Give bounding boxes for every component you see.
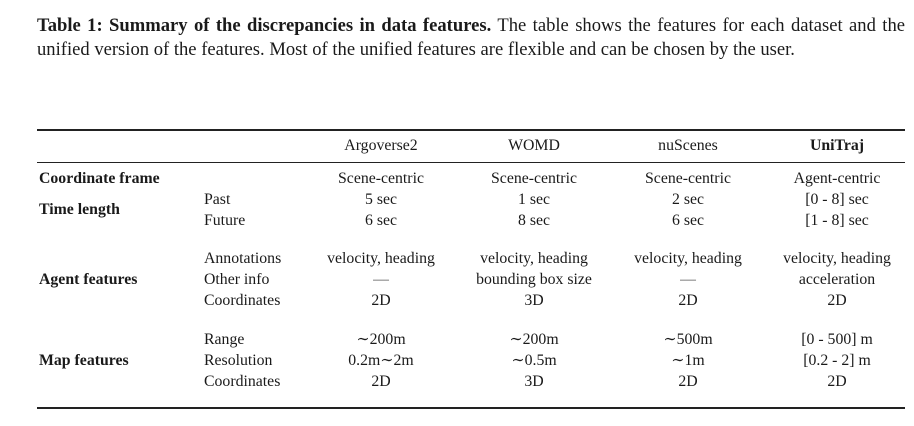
table-cell: 3D [524,292,544,309]
header-nuscenes: nuScenes [658,137,718,154]
table-cell: acceleration [798,271,876,288]
row-label-resolution: Resolution [204,352,273,369]
row-label-past: Past [204,191,231,208]
row-label-range: Range [204,331,245,348]
table-cell: Agent-centric [793,170,881,187]
table-cell: 2D [678,373,698,390]
table-cell: ∼0.5m [511,352,557,369]
table-cell: [1 - 8] sec [805,212,869,229]
table-cell: 6 sec [364,212,398,229]
table-cell: bounding box size [476,271,592,288]
header-unitraj: UniTraj [809,137,865,154]
table-cell: ∼200m [356,331,406,348]
table-cell: 2D [371,373,391,390]
table-cell: [0 - 500] m [801,331,873,348]
section-title-time-length: Time length [39,201,120,218]
header-argoverse2: Argoverse2 [344,137,418,154]
caption-label: Table 1: Summary of the discrepancies in data features. [37,15,492,36]
table-cell: Scene-centric [338,170,424,187]
table-cell: 3D [524,373,544,390]
table-cell: 1 sec [517,191,551,208]
table-cell: 2D [678,292,698,309]
row-label-coordinates: Coordinates [204,373,281,390]
table-cell: — [373,271,389,288]
table-cell: 8 sec [517,212,551,229]
row-label-future: Future [204,212,246,229]
table-cell: 2 sec [671,191,705,208]
table-cell: 0.2m∼2m [348,352,414,369]
table-cell: Scene-centric [645,170,731,187]
table-cell: velocity, heading [783,250,891,267]
table-cell: ∼500m [663,331,713,348]
table-cell: 6 sec [671,212,705,229]
table-cell: 2D [827,292,847,309]
caption-text: The table shows the features for each dataset and the unified version of the features. Most of the unified features are flexible and can be chosen by the user. [37,15,905,60]
table-cell: 2D [827,373,847,390]
table-cell: velocity, heading [480,250,588,267]
header-rule [37,162,905,163]
section-title-agent-features: Agent features [39,271,138,288]
bottom-rule [37,407,905,409]
section-title-map-features: Map features [39,352,129,369]
row-label-coordinates: Coordinates [204,292,281,309]
table-cell: [0 - 8] sec [805,191,869,208]
row-label-annotations: Annotations [204,250,282,267]
table-cell: 2D [371,292,391,309]
table-cell: Scene-centric [491,170,577,187]
row-label-other-info: Other info [204,271,270,288]
table-cell: [0.2 - 2] m [803,352,871,369]
table-caption [37,14,905,62]
table-cell: ∼1m [671,352,705,369]
table-cell: 5 sec [364,191,398,208]
top-rule [37,129,905,131]
table-cell: ∼200m [509,331,559,348]
table-cell: — [680,271,696,288]
table-cell: velocity, heading [327,250,435,267]
table-cell: velocity, heading [634,250,742,267]
section-title-coordinate-frame: Coordinate frame [39,170,160,187]
header-womd: WOMD [508,137,560,154]
